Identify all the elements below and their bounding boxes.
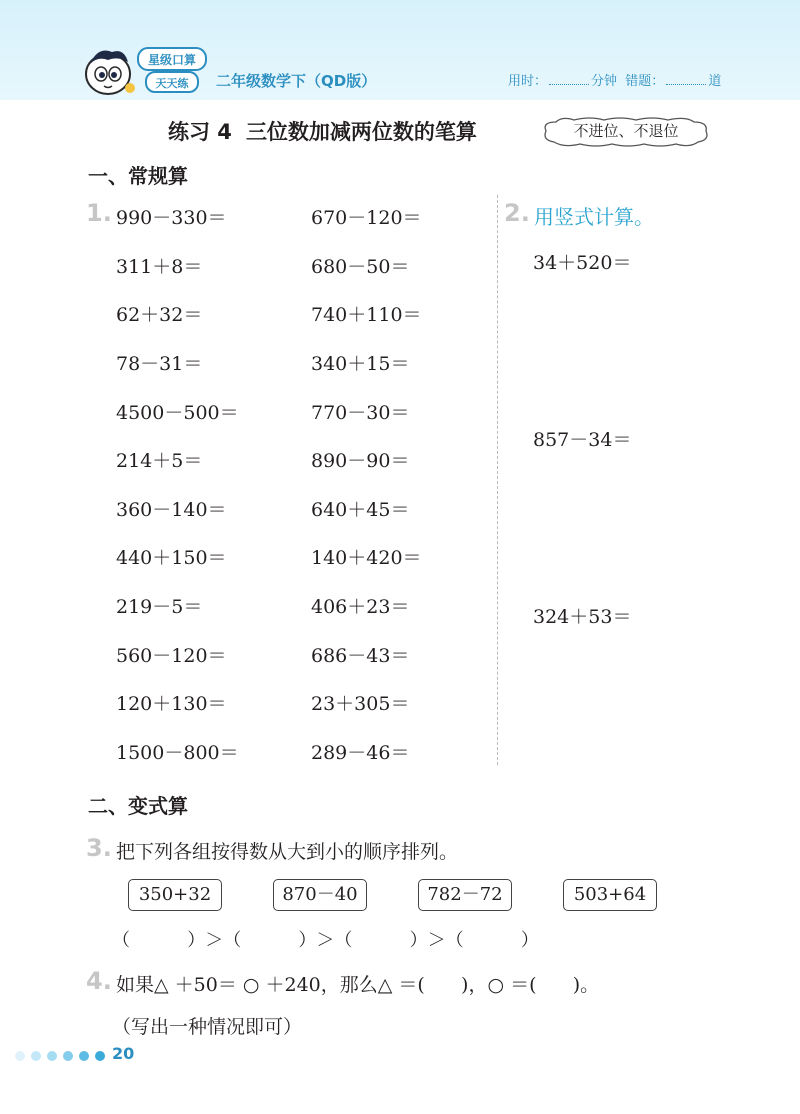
section1-heading: 一、常规算 [88, 164, 188, 188]
q1-item: 560－120＝ [116, 645, 227, 667]
q1-number: 1. [86, 199, 112, 227]
q1-item: 740＋110＝ [311, 304, 422, 326]
q1-item: 360－140＝ [116, 499, 227, 521]
exercise-topic: 三位数加减两位数的笔算 [245, 120, 477, 144]
q1-item: 990－330＝ [116, 207, 227, 229]
q2-number: 2. [504, 199, 530, 227]
expression-box: 782－72 [418, 879, 512, 911]
page-number: 20 [112, 1044, 135, 1063]
subject-label: 二年级数学下（QD版） [216, 72, 377, 90]
q1-item: 140＋420＝ [311, 547, 422, 569]
q1-item: 890－90＝ [311, 450, 410, 472]
q1-item: 340＋15＝ [311, 353, 410, 375]
q1-item: 120＋130＝ [116, 693, 227, 715]
q3-number: 3. [86, 834, 112, 862]
mascot-logo-icon [78, 44, 142, 104]
expression-box: 870－40 [273, 879, 367, 911]
exercise-number: 练习 4 [168, 120, 232, 144]
time-label: 用时： [508, 74, 548, 89]
q1-item: 680－50＝ [311, 256, 410, 278]
expression-box: 350+32 [128, 879, 222, 911]
logo-line2: 天天练 [155, 77, 189, 90]
q2-item: 324＋53＝ [533, 606, 632, 628]
q1-item: 78－31＝ [116, 353, 203, 375]
section2-heading: 二、变式算 [88, 794, 188, 818]
q2-item: 857－34＝ [533, 429, 632, 451]
q1-item: 219－5＝ [116, 596, 203, 618]
exercise-title [168, 116, 477, 146]
logo-badge [136, 46, 208, 96]
q2-instruction: 用竖式计算。 [534, 205, 654, 229]
order-answer-row[interactable]: （ ）＞（ ）＞（ ）＞（ ） [112, 930, 539, 951]
time-errors-info [508, 70, 721, 89]
q1-item: 670－120＝ [311, 207, 422, 229]
q1-item: 1500－800＝ [116, 742, 239, 764]
q1-item: 770－30＝ [311, 402, 410, 424]
logo-line1: 星级口算 [147, 53, 197, 67]
q2-item: 34＋520＝ [533, 252, 632, 274]
footer-dots-decoration [14, 1050, 106, 1062]
q4-question[interactable]: 如果△ ＋50＝ ○ ＋240，那么△ ＝( )，○ ＝( )。 [116, 974, 600, 996]
q4-number: 4. [86, 967, 112, 995]
q1-item: 4500－500＝ [116, 402, 239, 424]
q1-item: 62＋32＝ [116, 304, 203, 326]
errors-label: 错题： [625, 74, 665, 89]
topic-tag-text: 不进位、不退位 [573, 122, 679, 140]
column-divider [497, 195, 498, 765]
topic-tag [540, 114, 712, 148]
time-blank[interactable] [549, 72, 589, 85]
q1-item: 23＋305＝ [311, 693, 410, 715]
q1-item: 440＋150＝ [116, 547, 227, 569]
q1-item: 640＋45＝ [311, 499, 410, 521]
q1-item: 214＋5＝ [116, 450, 203, 472]
q1-item: 289－46＝ [311, 742, 410, 764]
count-label: 道 [708, 74, 722, 89]
q1-item: 311＋8＝ [116, 256, 203, 278]
expression-box: 503+64 [563, 879, 657, 911]
q3-instruction: 把下列各组按得数从大到小的顺序排列。 [116, 841, 459, 863]
minute-label: 分钟 [591, 74, 618, 89]
q1-item: 686－43＝ [311, 645, 410, 667]
errors-blank[interactable] [666, 72, 706, 85]
q4-note: （写出一种情况即可） [112, 1016, 303, 1038]
q1-item: 406＋23＝ [311, 596, 410, 618]
